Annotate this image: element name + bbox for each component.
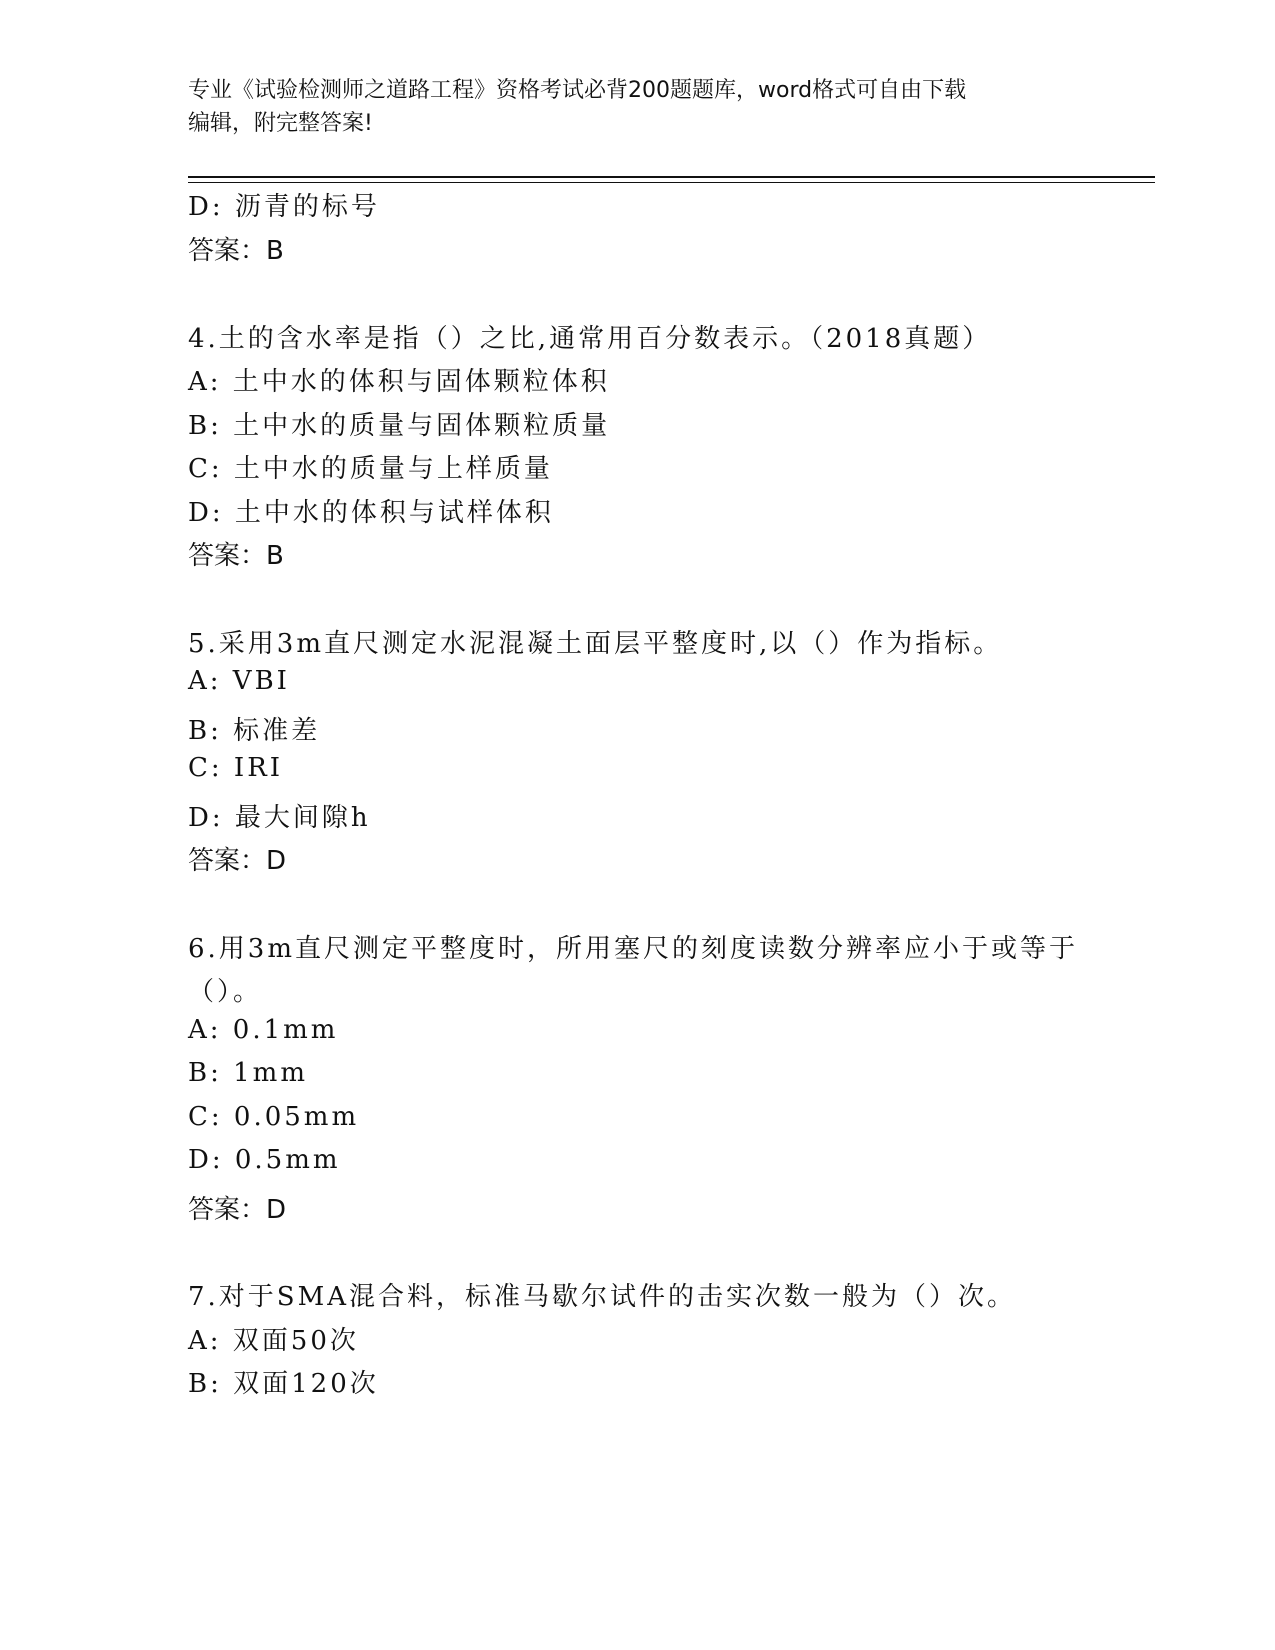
q4-stem: 4.土的含水率是指（）之比,通常用百分数表示。（2018真题） [188,324,992,354]
q6-option-c: C: 0.05mm [188,1102,360,1132]
q5-stem: 5.采用3m直尺测定水泥混凝土面层平整度时,以（）作为指标。 [188,629,1003,659]
q7-stem: 7.对于SMA混合料，标准马歇尔试件的击实次数一般为（）次。 [188,1282,1017,1312]
q4-option-a: A: 土中水的体积与固体颗粒体积 [188,367,610,397]
q6-stem-line-1: 6.用3m直尺测定平整度时，所用塞尺的刻度读数分辨率应小于或等于 [188,934,1079,964]
q4-answer: 答案：B [188,541,284,571]
q7-option-a: A: 双面50次 [188,1326,359,1356]
header-title-line-1: 专业《试验检测师之道路工程》资格考试必背200题题库，word格式可自由下载 [188,78,967,103]
q5-option-a: A: VBI [188,666,290,696]
q6-option-b: B: 1mm [188,1058,308,1088]
q4-option-b: B: 土中水的质量与固体颗粒质量 [188,411,611,441]
q5-answer: 答案：D [188,846,287,876]
q4-option-d: D: 土中水的体积与试样体积 [188,498,554,528]
q6-stem-line-2: （）。 [188,977,263,1007]
q5-option-d: D: 最大间隙h [188,803,371,833]
q4-option-c: C: 土中水的质量与上样质量 [188,454,553,484]
header-divider-thick [188,176,1155,178]
q3-option-d: D: 沥青的标号 [188,192,380,222]
q5-option-b: B: 标准差 [188,716,321,746]
q6-option-a: A: 0.1mm [188,1015,339,1045]
page-header [188,74,1088,140]
q6-option-d: D: 0.5mm [188,1145,341,1175]
header-title-line-2: 编辑，附完整答案! [188,111,373,136]
q7-option-b: B: 双面120次 [188,1369,379,1399]
q3-answer: 答案：B [188,236,284,266]
header-divider-thin [188,182,1155,183]
q6-answer: 答案：D [188,1195,287,1225]
q5-option-c: C: IRI [188,753,284,783]
